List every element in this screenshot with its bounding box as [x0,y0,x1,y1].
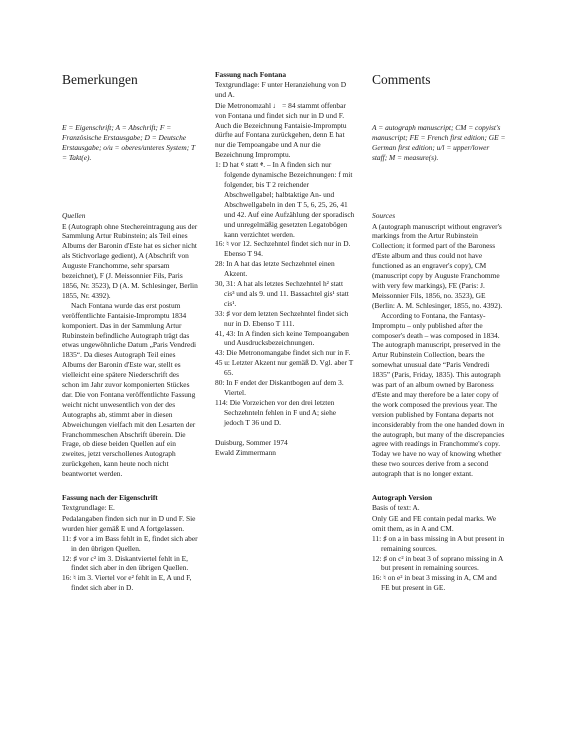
english-version-notes [372,534,506,593]
note-item: 43: Die Metronomangabe findet sich nur in F. [215,348,351,358]
english-version-title: Autograph Version [372,493,433,503]
fontana-version-intro: Die Metronomzahl ♩ = 84 stammt offenbar von Fontana und findet sich nur in D und F. Auch die Bezeichnung Fantaisie-Impromptu dürfte auf Fontana zurückgehen, denn E hat nur die Tempoangabe und A nur die Bezeichnung Impromptu. [215,100,347,160]
english-version-basis: Basis of text: A. [372,503,420,512]
german-version-title: Fassung nach der Eigenschrift [62,493,158,503]
note-item: 11: ♯ vor a im Bass fehlt in E, findet sich aber in den übrigen Quellen. [62,533,198,553]
german-version-intro: Pedalangaben finden sich nur in D und F. Sie wurden hier gemäß E und A fortgelassen. [62,513,196,533]
note-item: 45 u: Letzter Akzent nur gemäß D. Vgl. aber T 65. [215,358,354,378]
note-item: 16: ♮ vor 12. Sechzehntel findet sich nur in D. Ebenso T 94. [215,239,351,259]
note-item: 16: ♮ on e² in beat 3 missing in A, CM and FE but present in GE. [372,573,497,593]
signature-author: Ewald Zimmermann [215,447,276,457]
german-heading: Bemerkungen [62,72,138,87]
german-sources-paragraph-2: Nach Fontana wurde das erst postum veröffentlichte Fantaisie-Impromptu 1834 komponiert. Das in der Sammlung Artur Rubinstein befindliche Autograph trägt das etwas ungewöhnliche Datum „Paris Vendredi 1835“. Da dieses Autograph Teil eines Albums der Baronin d'Este war, stellt es vielleicht eine spätere Niederschrift des schon im Jahr zuvor komponierten Stückes dar. Die von Fontana veröffentlichte Fassung weicht nicht unwesentlich von der des Autographs ab, stimmt aber in diesen Abweichungen vielfach mit den Lesarten der Franchommeschen Abschrift überein. Die Frage, ob diese beiden Quellen auf ein zweites, jetzt verschollenes Autograph zurückgehen, kann heute noch nicht beantwortet werden. [62,300,197,479]
fontana-version-basis: Textgrundlage: F unter Heranziehung von D und A. [215,79,347,99]
note-item: 12: ♯ vor c² im 3. Diskantviertel fehlt in E, findet sich aber in den übrigen Quellen. [62,553,189,573]
german-abbreviations: E = Eigenschrift; A = Abschrift; F = Französische Erstausgabe; D = Deutsche Erstausgabe; o/u = oberes/unteres System; T = Takt(e). [62,123,196,162]
note-item: 12: ♯ on c² in beat 3 of soprano missing in A but present in remaining sources. [372,553,503,573]
signature-place-date: Duisburg, Sommer 1974 [215,437,288,447]
note-item: 11: ♯ on a in bass missing in A but present in remaining sources. [372,533,505,553]
english-sources-paragraph-2: According to Fontana, the Fantasy-Impromptu – only published after the composer's death – was composed in 1834. The autograph manuscript, preserved in the Artur Rubinstein Collection, bears the somewhat unusual date “Paris Vendredi 1835” (Paris, Friday, 1835). This autograph was part of an album owned by Baroness d'Este and may therefore be a later copy of the work composed the previous year. The version published by Fontana departs not inconsiderably from the one handed down in the autograph, but many of the discrepancies agree with readings in Franchomme's copy. Today we have no way of knowing whether these two sources derive from a second autograph that is no longer extant. [372,310,505,479]
english-version-intro: Only GE and FE contain pedal marks. We omit them, as in A and CM. [372,513,497,533]
english-abbreviations: A = autograph manuscript; CM = copyist's manuscript; FE = French first edition; GE = German first edition; u/l = upper/lower staff; M = measure(s). [372,123,506,162]
german-sources-paragraph-1: E (Autograph ohne Stechereintragung aus der Sammlung Artur Rubinstein; als Teil eines Albums der Baronin d'Este hat es sicher nicht als Stichvorlage gedient), A (Abschrift von Auguste Franchomme, sehr sparsam bezeichnet), F (J. Meissonnier Fils, Paris 1856, Nr. 3523), D (A. M. Schlesinger, Berlin 1855, Nr. 4392). [62,221,198,300]
german-version-basis: Textgrundlage: E. [62,503,115,512]
note-item: 33: ♯ vor dem letzten Sechzehntel findet sich nur in D. Ebenso T 111. [215,308,349,328]
english-sources-title: Sources [372,210,396,220]
english-heading: Comments [372,72,431,87]
note-item: 28: In A hat das letzte Sechzehntel einen Akzent. [215,259,335,279]
english-comments-column [372,72,506,593]
note-item: 114: Die Vorzeichen vor den drei letzten Sechzehnteln fehlen in F und A; siehe jedoch T 36 und D. [215,397,337,427]
note-item: 80: In F endet der Diskantbogen auf dem 3. Viertel. [215,378,344,397]
note-item: 1: D hat 𝄴 statt 𝄵. – In A finden sich nur folgende dynamische Bezeichnungen: f mit folgender, bis T 2 reichender Abschwellgabel; halbtaktige An- und Abschwellgabeln in den T 5, 6, 25, 26, 41 und 42. Auf eine Aufzählung der sporadisch und unregelmäßig gesetzten Legatobögen kann verzichtet werden. [215,160,355,239]
fontana-version-notes [215,160,355,427]
note-item: 30, 31: A hat als letztes Sechzehntel h² statt cis³ und als 9. und 11. Bassachtel gis¹ statt cis¹. [215,279,349,308]
german-sources-title: Quellen [62,210,86,220]
german-version-notes [62,534,198,593]
fontana-version-column [215,70,355,457]
fontana-version-title: Fassung nach Fontana [215,70,287,79]
note-item: 16: ♮ im 3. Viertel vor e² fehlt in E, A und F, findet sich aber in D. [62,573,192,593]
note-item: 41, 43: In A finden sich keine Tempoangaben und Ausdrucksbezeichnungen. [215,328,349,348]
german-comments-column [62,72,198,593]
english-sources-paragraph-1: A (autograph manuscript without engraver's markings from the Artur Rubinstein Collection; it formed part of the Baroness d'Este album and thus could not have functioned as an engraver's copy), CM (manuscript copy by Auguste Franchomme with very few markings), FE (Paris: J. Meissonnier Fils, 1856, no. 3523), GE (Berlin: A. M. Schlesinger, 1855, no. 4392). [372,221,503,310]
